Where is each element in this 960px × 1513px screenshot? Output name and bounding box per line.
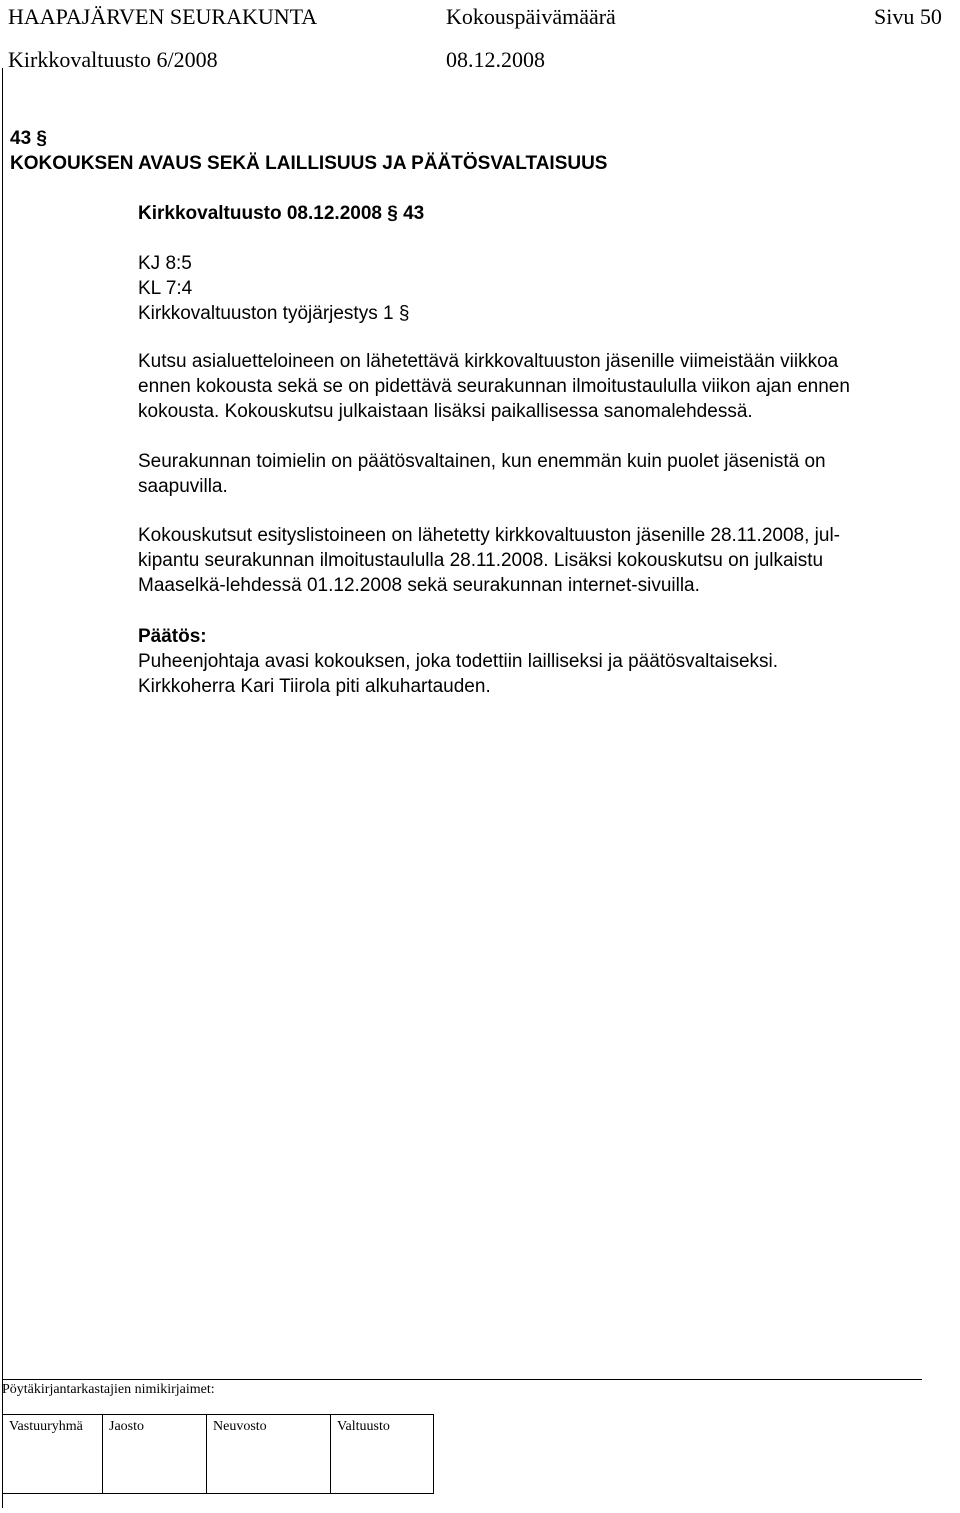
column-label: Vastuuryhmä <box>9 1419 83 1434</box>
section-number: 43 § <box>10 128 47 149</box>
legal-references <box>138 251 938 326</box>
decision-line: Puheenjohtaja avasi kokouksen, joka todettiin lailliseksi ja päätösvaltaiseksi. <box>138 651 779 672</box>
column-label: Jaosto <box>109 1419 144 1434</box>
signature-cell-vastuuryhma <box>3 1415 103 1493</box>
reference-line: Kirkkovaltuuston työjärjestys 1 § <box>138 303 410 324</box>
column-label: Neuvosto <box>213 1419 267 1434</box>
page-number: Sivu 50 <box>874 4 942 29</box>
paragraph-quorum <box>138 449 938 499</box>
date-label: Kokouspäivämäärä <box>446 4 616 29</box>
text-line: Kokouskutsut esityslistoineen on lähetetty kirkkovaltuuston jäsenille 28.11.2008, jul- <box>138 525 840 546</box>
text-line: kokousta. Kokouskutsu julkaistaan lisäksi paikallisessa sanomalehdessä. <box>138 401 753 422</box>
decision-line: Kirkkoherra Kari Tiirola piti alkuhartauden. <box>138 676 491 697</box>
column-label: Valtuusto <box>337 1419 390 1434</box>
paragraph-notice <box>138 349 938 424</box>
reference-line: KJ 8:5 <box>138 253 192 274</box>
signature-table <box>2 1414 434 1494</box>
decision-label: Päätös: <box>138 626 207 647</box>
text-line: saapuvilla. <box>138 476 228 497</box>
section-title: KOKOUKSEN AVAUS SEKÄ LAILLISUUS JA PÄÄTÖSVALTAISUUS <box>10 153 608 174</box>
meeting-name: Kirkkovaltuusto 6/2008 <box>8 47 218 72</box>
signatures-label: Pöytäkirjantarkastajien nimikirjaimet: <box>2 1382 215 1397</box>
text-line: Kutsu asialuetteloineen on lähetettävä kirkkovaltuuston jäsenille viimeistään viikkoa <box>138 351 839 372</box>
text-line: Maaselkä-lehdessä 01.12.2008 sekä seurakunnan internet-sivuilla. <box>138 575 700 596</box>
paragraph-invitations <box>138 523 938 598</box>
section-subhead: Kirkkovaltuusto 08.12.2008 § 43 <box>138 203 425 224</box>
signature-cell-jaosto <box>103 1415 207 1493</box>
footer-rule <box>2 1379 922 1380</box>
text-line: Seurakunnan toimielin on päätösvaltainen, kun enemmän kuin puolet jäsenistä on <box>138 451 826 472</box>
text-line: ennen kokousta sekä se on pidettävä seurakunnan ilmoitustaululla viikon ajan ennen <box>138 376 850 397</box>
reference-line: KL 7:4 <box>138 278 193 299</box>
left-margin-rule <box>2 68 3 1508</box>
parish-name: HAAPAJÄRVEN SEURAKUNTA <box>8 4 318 29</box>
signature-cell-neuvosto <box>207 1415 331 1493</box>
decision-block <box>138 624 938 699</box>
text-line: kipantu seurakunnan ilmoitustaululla 28.11.2008. Lisäksi kokouskutsu on julkaistu <box>138 550 824 571</box>
signature-cell-valtuusto <box>331 1415 433 1493</box>
meeting-date: 08.12.2008 <box>446 47 545 72</box>
